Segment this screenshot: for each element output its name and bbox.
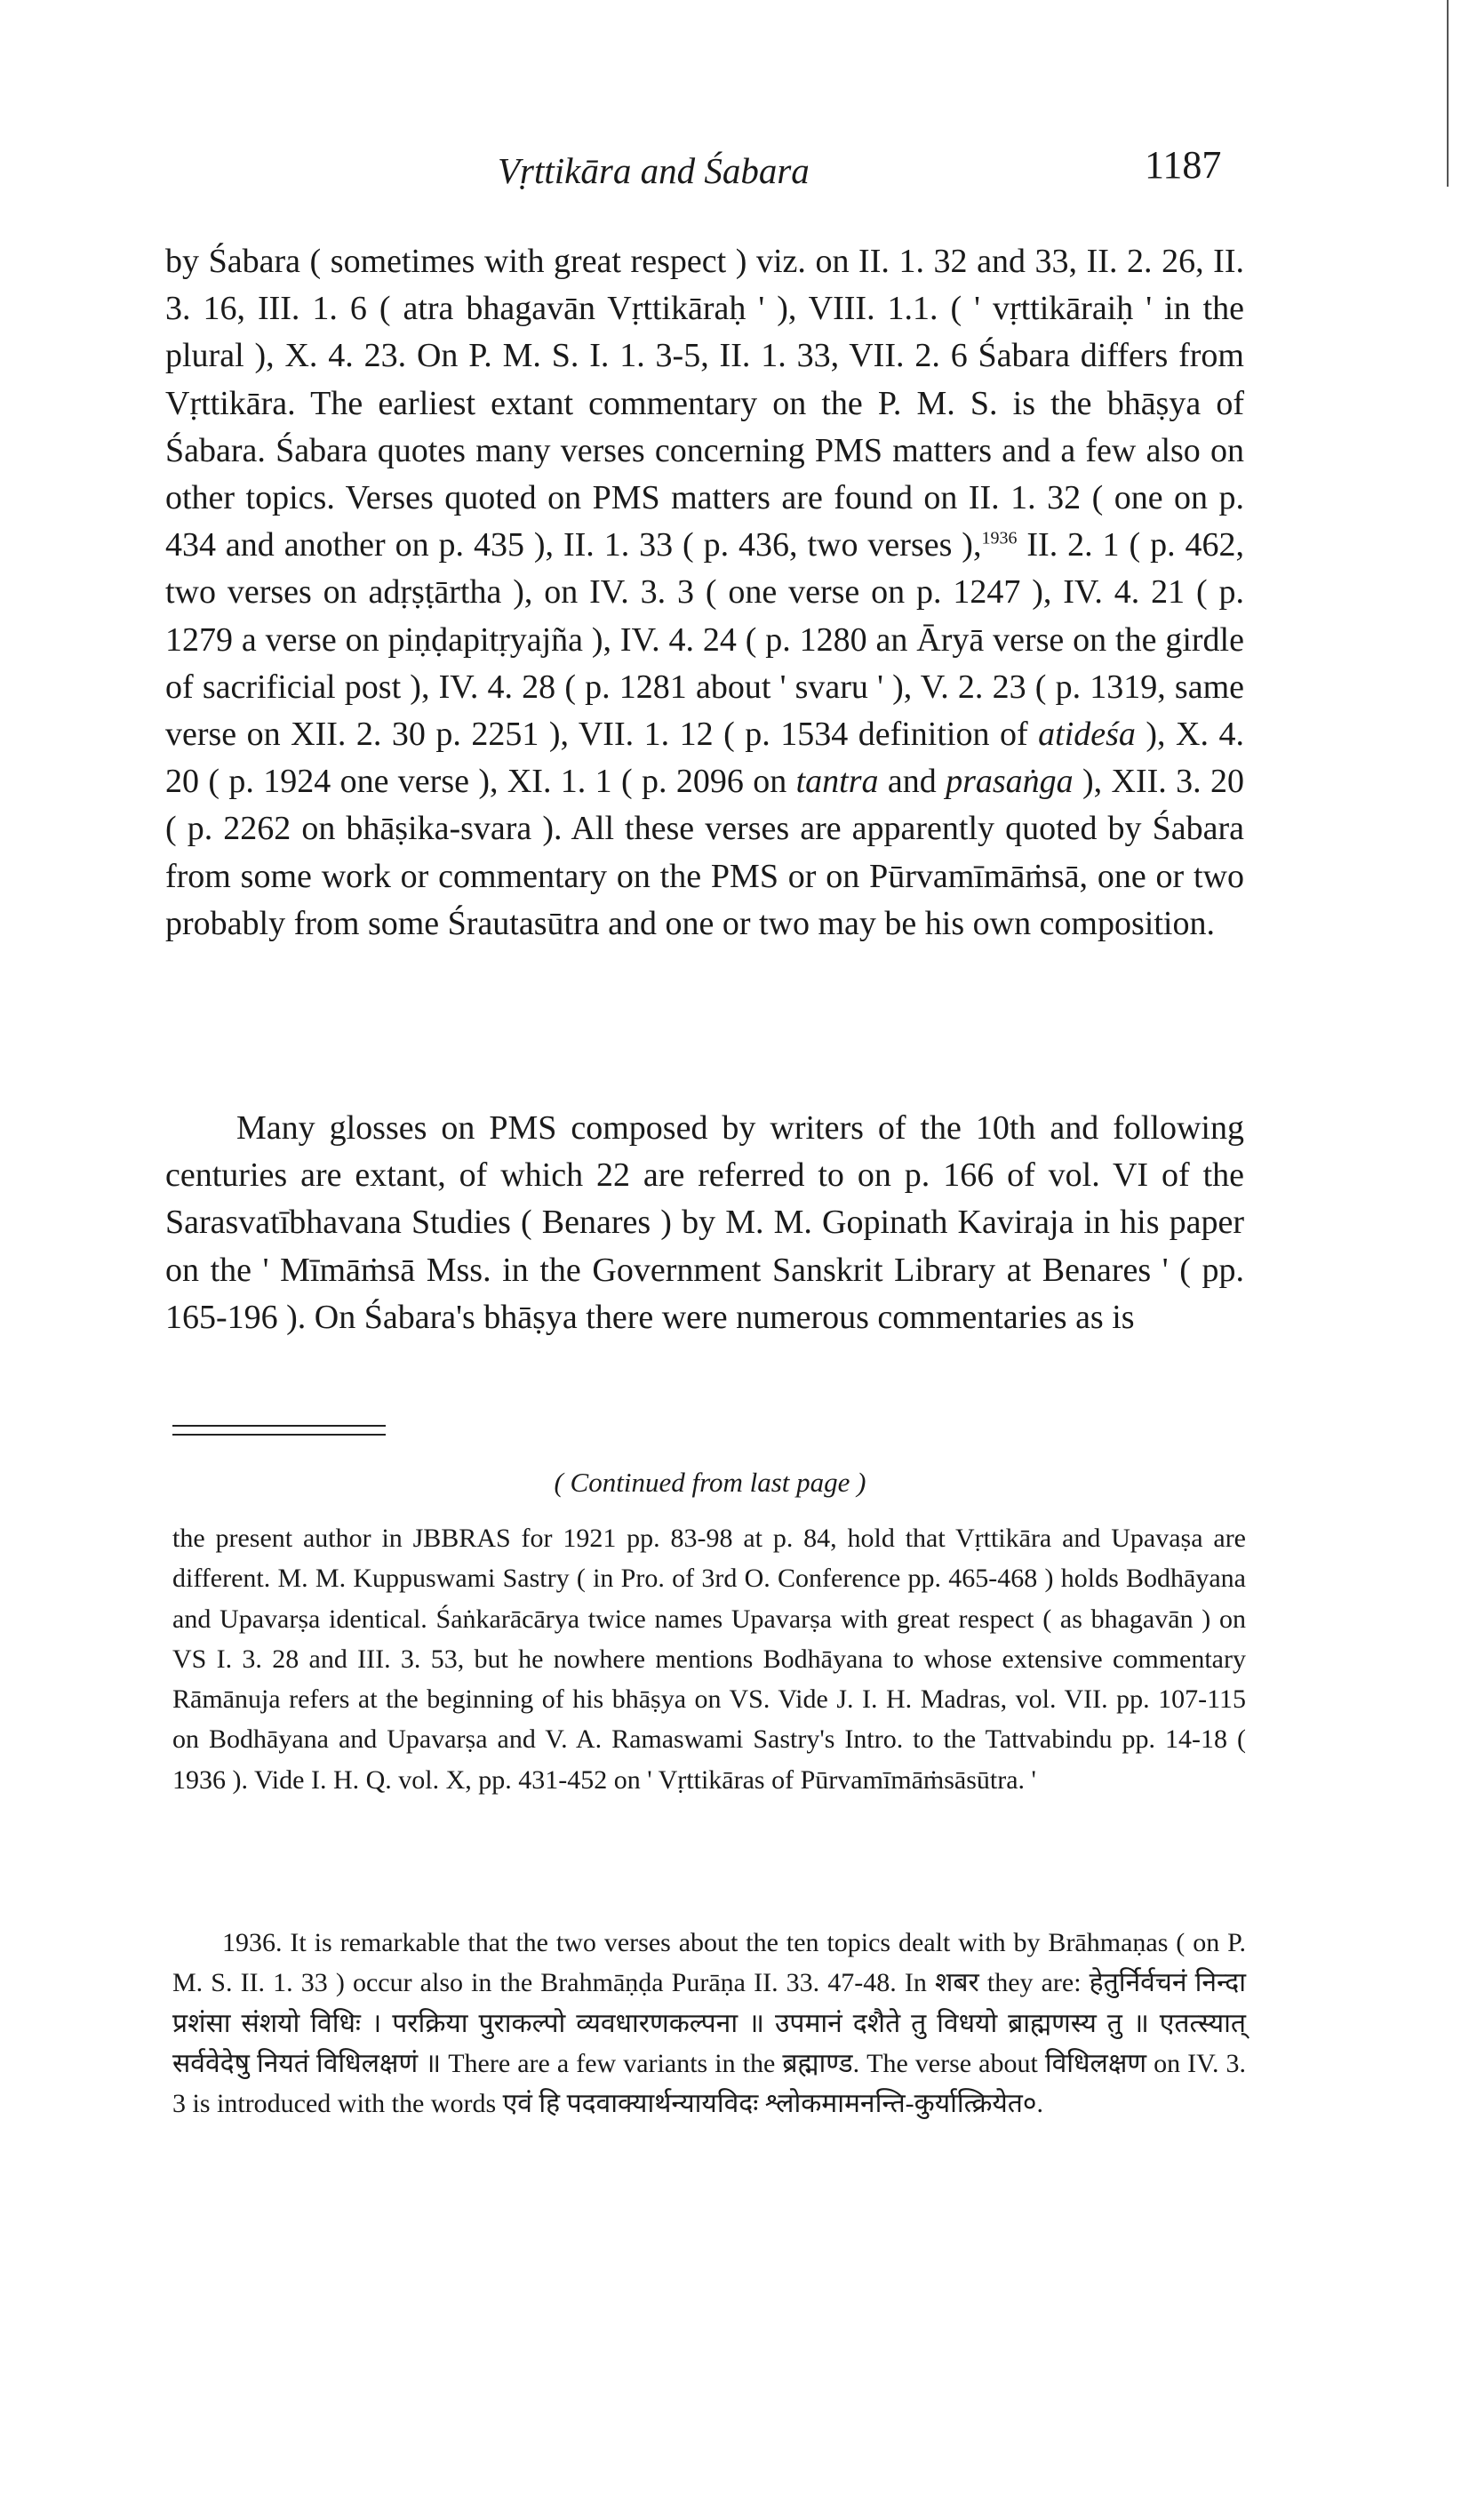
footnote-rule — [172, 1425, 386, 1427]
footnote-continued — [172, 1518, 1246, 1800]
page-number: 1187 — [1145, 143, 1222, 187]
para1-text-b: II. 2. 1 ( p. 462, two verses on adṛṣṭārtha ), on IV. 3. 3 ( one verse on p. 1247 ), IV. 4. 21 ( p. 1279 a verse on piṇḍapitṛyajña ), IV. 4. 24 ( p. 1280 an Āryā verse on the girdle of sacrificial post ), IV. 4. 28 ( p. 1281 about ' svaru ' ), V. 2. 23 ( p. 1319, same verse on XII. 2. 30 p. 2251 ), VII. 1. 12 ( p. 1534 definition of — [165, 526, 1244, 754]
footnote-1936 — [172, 1923, 1246, 2124]
footnote-1936-text: 1936. It is remarkable that the two verses about the ten topics dealt with by Brāhmaṇas ( on P. M. S. II. 1. 33 ) occur also in the Brahmāṇḍa Purāṇa II. 33. 47-48. In शबर they are: हेतुर्निर्वचनं निन्दा प्रशंसा संशयो विधिः । परक्रिया पुराकल्पो व्यवधारणकल्पना ॥ उपमानं दशैते तु विधयो ब्राह्मणस्य तु ॥ एतत्स्यात् सर्ववेदेषु नियतं विधिलक्षणं ॥ There are a few variants in the ब्रह्माण्ड. The verse about विधिलक्षण on IV. 3. 3 is introduced with the words एवं हि पदवाक्यार्थन्यायविदः श्लोकमामनन्ति-कुर्यात्क्रियेत०. — [172, 1928, 1246, 2119]
footnote-rule-second — [172, 1434, 386, 1436]
main-paragraph-1 — [165, 238, 1244, 948]
continued-label: ( Continued from last page ) — [554, 1467, 866, 1498]
main-paragraph-2 — [165, 1105, 1244, 1341]
italic-term-tantra: tantra — [795, 763, 879, 801]
footnote-ref-1936: 1936 — [981, 528, 1018, 548]
running-head: Vṛttikāra and Śabara — [498, 150, 810, 191]
italic-term-prasanga: prasaṅga — [946, 763, 1074, 801]
para1-text-a: by Śabara ( sometimes with great respect ) viz. on II. 1. 32 and 33, II. 2. 26, II. 3. 16, III. 1. 6 ( atra bhagavān Vṛttikāraḥ ' ), VIII. 1.1. ( ' vṛttikāraiḥ ' in the plural ), X. 4. 23. On P. M. S. I. 1. 3-5, II. 1. 33, VII. 2. 6 Śabara differs from Vṛttikāra. The earliest extant commentary on the P. M. S. is the bhāṣya of Śabara. Śabara quotes many verses concerning PMS matters and a few also on other topics. Verses quoted on PMS matters are found on II. 1. 32 ( one on p. 434 and another on p. 435 ), II. 1. 33 ( p. 436, two verses ), — [165, 243, 1244, 564]
page-edge-line — [1447, 0, 1449, 187]
italic-term-atidesa: atideśa — [1038, 716, 1136, 754]
para1-text-e: ), XII. 3. 20 ( p. 2262 on bhāṣika-svara ). All these verses are apparently quoted by Śabara from some work or commentary on the PMS or on Pūrvamīmāṁsā, one or two probably from some Śrautasūtra and one or two may be his own composition. — [165, 763, 1245, 942]
para1-text-d: and — [878, 763, 946, 801]
para1-text-c: ), X. 4. 20 ( p. 1924 one verse ), XI. 1. 1 ( p. 2096 on — [165, 716, 1244, 801]
para2-text: Many glosses on PMS composed by writers of the 10th and following centuries are extant, of which 22 are referred to on p. 166 of vol. VI of the Sarasvatībhavana Studies ( Benares ) by M. M. Gopinath Kaviraja in his paper on the ' Mīmāṁsā Mss. in the Government Sanskrit Library at Benares ' ( pp. 165-196 ). On Śabara's bhāṣya there were numerous commentaries as is — [165, 1109, 1244, 1336]
footnote-continued-text: the present author in JBBRAS for 1921 pp. 83-98 at p. 84, hold that Vṛttikāra and Upavaṣa are different. M. M. Kuppuswami Sastry ( in Pro. of 3rd O. Conference pp. 465-468 ) holds Bodhāyana and Upavarṣa identical. Śaṅkarācārya twice names Upavarṣa with great respect ( as bhagavān ) on VS I. 3. 28 and III. 3. 53, but he nowhere mentions Bodhāyana to whose extensive commentary Rāmānuja refers at the beginning of his bhāṣya on VS. Vide J. I. H. Madras, vol. VII. pp. 107-115 on Bodhāyana and Upavarṣa and V. A. Ramaswami Sastry's Intro. to the Tattvabindu pp. 14-18 ( 1936 ). Vide I. H. Q. vol. X, pp. 431-452 on ' Vṛttikāras of Pūrvamīmāṁsāsūtra. ' — [172, 1524, 1246, 1795]
